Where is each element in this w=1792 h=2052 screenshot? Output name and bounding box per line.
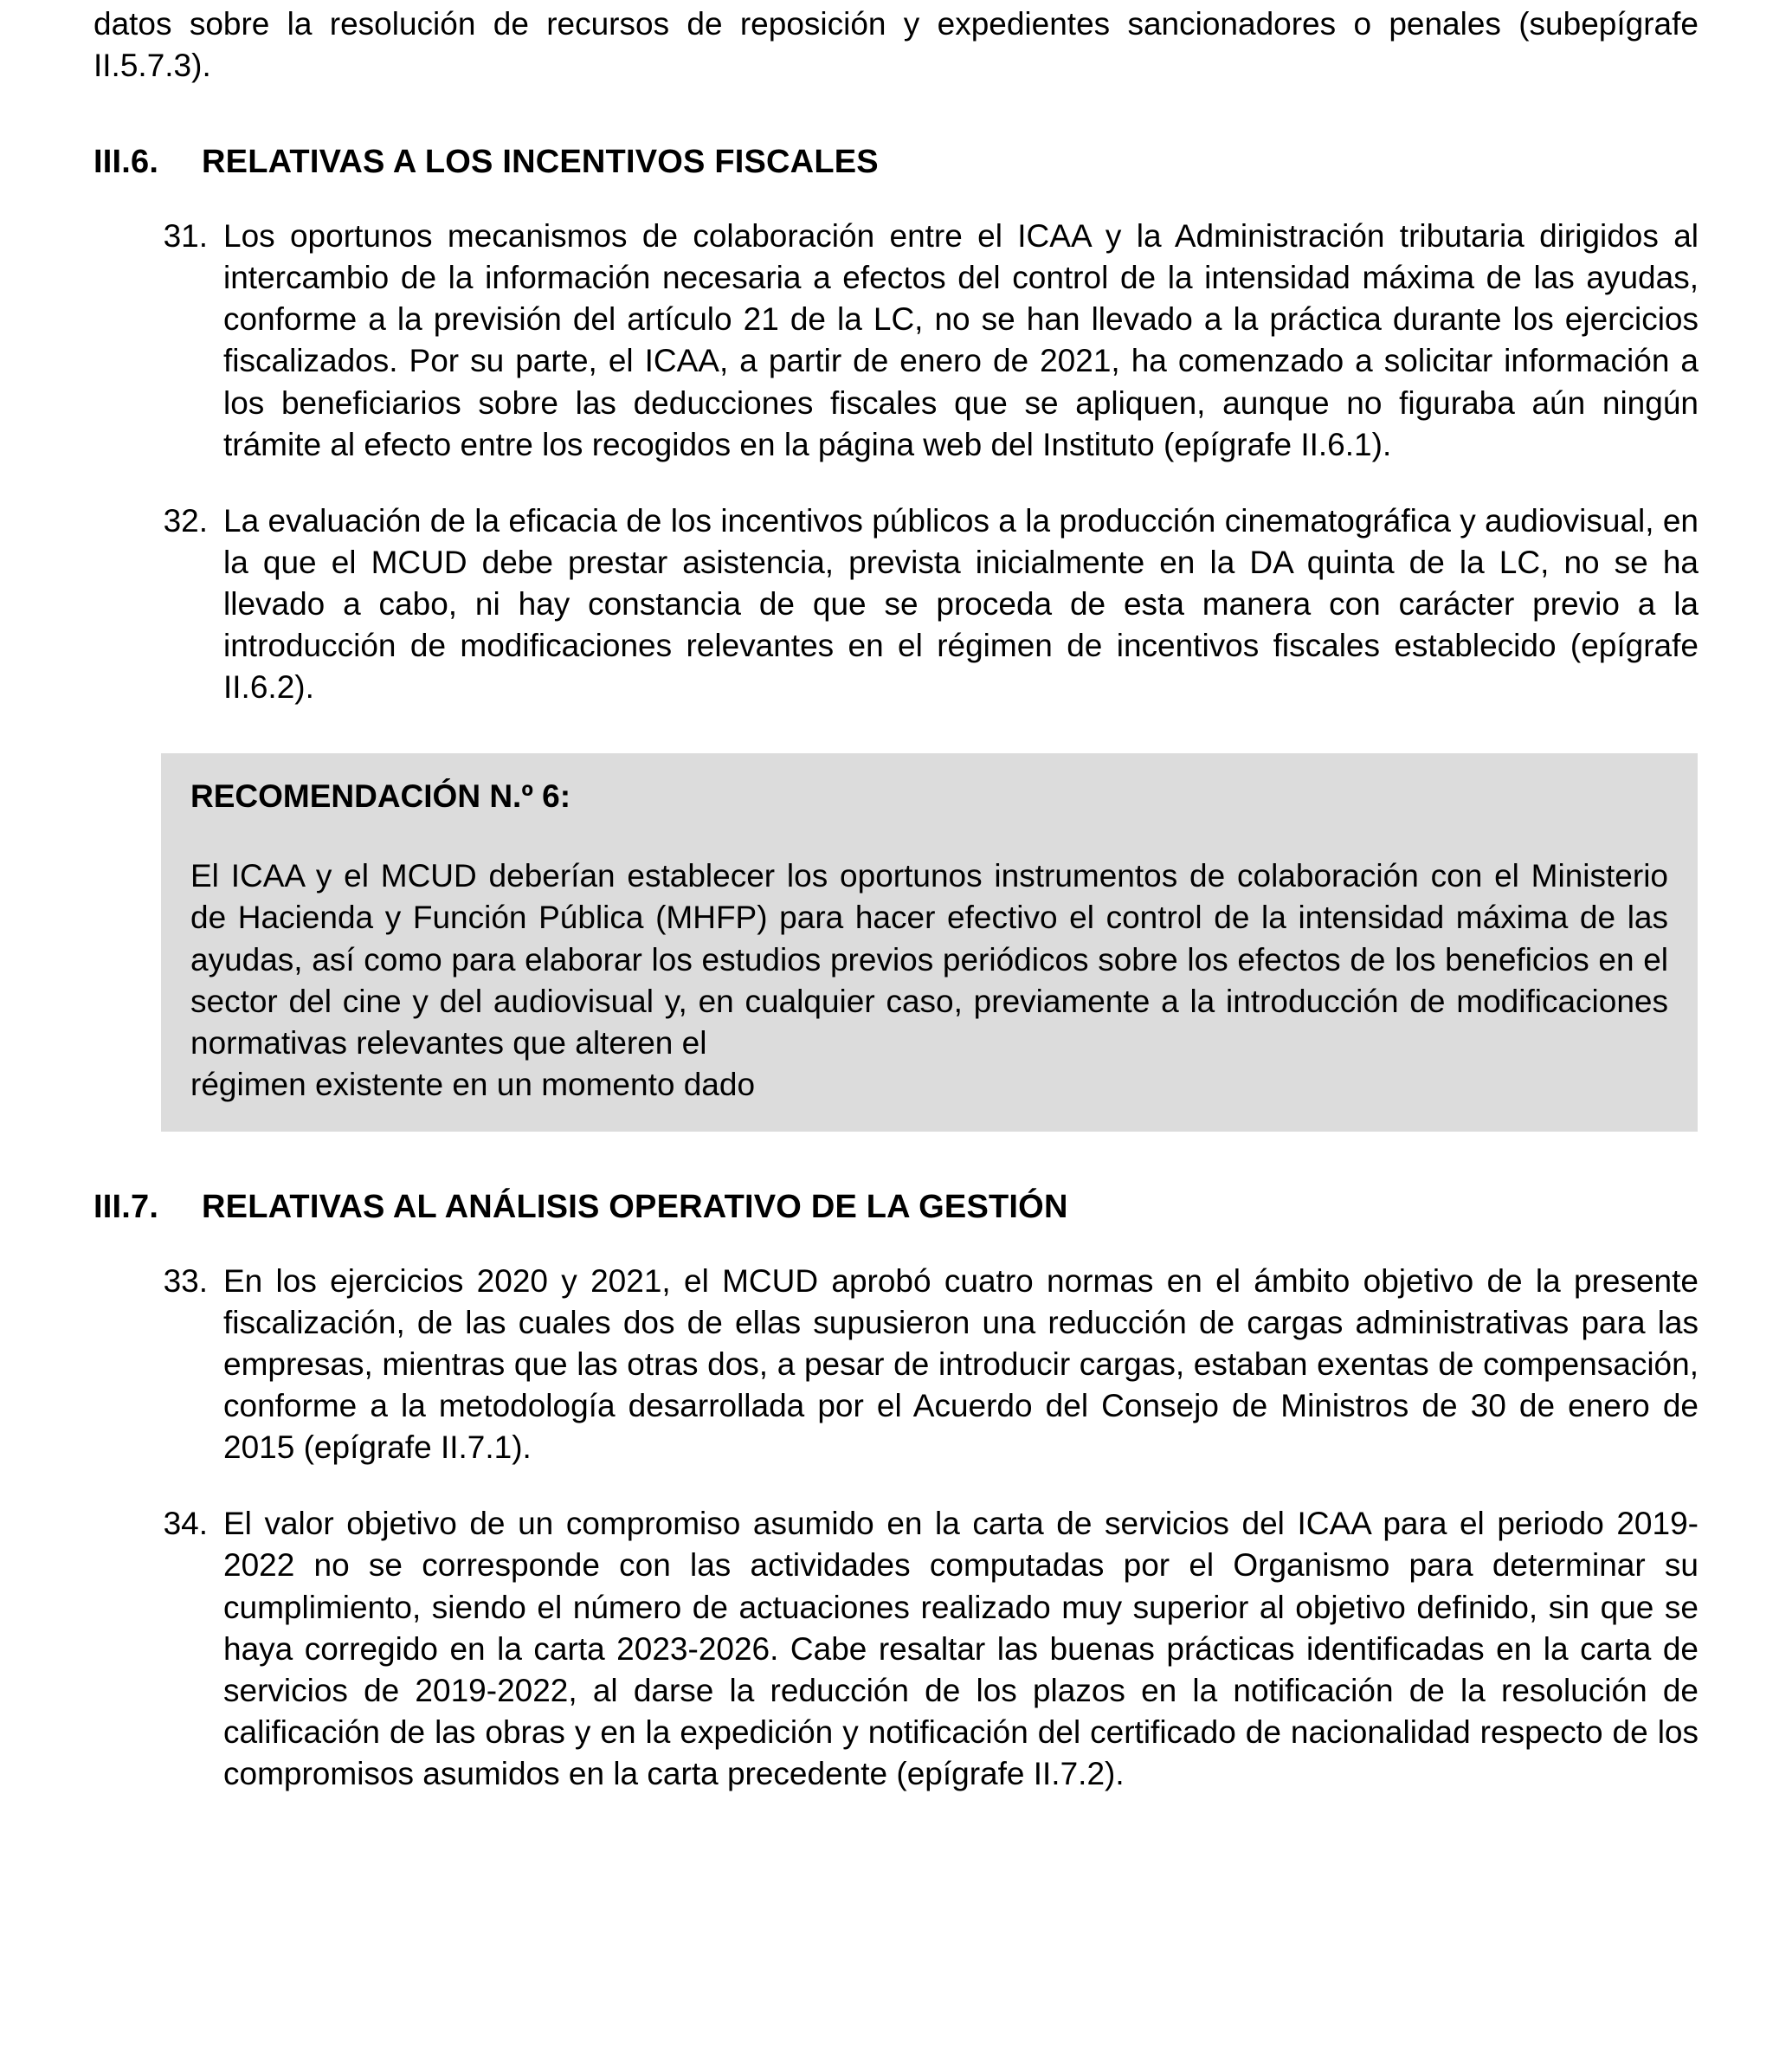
recommendation-text-last-line: régimen existente en un momento dado [190, 1066, 756, 1102]
item-text: Los oportunos mecanismos de colaboración entre el ICAA y la Administración tributaria dirigidos al intercambio de la información necesaria a efectos del control de la intensidad máxima de las ayudas, conforme a la previsión del artículo 21 de la LC, no se han llevado a la práctica durante los ejercicios fiscalizados. Por su parte, el ICAA, a partir de enero de 2021, ha comenzado a solicitar información a los beneficiarios sobre las deducciones fiscales que se apliquen, aunque no figuraba aún ningún trámite al efecto entre los recogidos en la página web del Instituto (epígrafe II.6.1). [223, 218, 1699, 462]
recommendation-title: RECOMENDACIÓN N.º 6: [190, 778, 571, 815]
section-title: RELATIVAS AL ANÁLISIS OPERATIVO DE LA GESTIÓN [202, 1188, 1068, 1225]
section-number: III.6. [93, 144, 159, 181]
section-number: III.7. [93, 1188, 159, 1225]
item-text: La evaluación de la eficacia de los incentivos públicos a la producción cinematográfica y audiovisual, en la que el MCUD debe prestar asistencia, prevista inicialmente en la DA quinta de la LC, no se ha llevado a cabo, ni hay constancia de que se proceda de esta manera con carácter previo a la introducción de modificaciones relevantes en el régimen de incentivos fiscales establecido (epígrafe II.6.2). [223, 502, 1699, 706]
numbered-item-31 [93, 216, 1699, 466]
recommendation-text: El ICAA y el MCUD deberían establecer los oportunos instrumentos de colaboración con el Ministerio de Hacienda y Función Pública (MHFP) para hacer efectivo el control de la intensidad máxima de las ayudas, así como para elaborar los estudios previos periódicos sobre los efectos de los beneficios en el sector del cine y del audiovisual y, en cualquier caso, previamente a la introducción de modificaciones normativas relevantes que alteren el [190, 858, 1668, 1061]
item-text: El valor objetivo de un compromiso asumido en la carta de servicios del ICAA para el periodo 2019-2022 no se corresponde con las actividades computadas por el Organismo para determinar su cumplimiento, siendo el número de actuaciones realizado muy superior al objetivo definido, sin que se haya corregido en la carta 2023-2026. Cabe resaltar las buenas prácticas identificadas en la carta de servicios de 2019-2022, al darse la reducción de los plazos en la notificación de la resolución de calificación de las obras y en la expedición y notificación del certificado de nacionalidad respecto de los compromisos asumidos en la carta precedente (epígrafe II.7.2). [223, 1506, 1699, 1791]
section-title: RELATIVAS A LOS INCENTIVOS FISCALES [202, 144, 879, 181]
section-heading-iii-6 [93, 144, 1699, 181]
numbered-item-33 [93, 1261, 1699, 1468]
intro-paragraph: datos sobre la resolución de recursos de reposición y expedientes sancionadores o penales (subepígrafe II.5.7.3). [93, 6, 1699, 84]
item-number: 31. [163, 218, 208, 255]
numbered-item-34 [93, 1503, 1699, 1795]
item-number: 32. [163, 502, 208, 539]
item-number: 33. [163, 1262, 208, 1299]
item-text: En los ejercicios 2020 y 2021, el MCUD aprobó cuatro normas en el ámbito objetivo de la presente fiscalización, de las cuales dos de ellas supusieron una reducción de cargas administrativas para las empresas, mientras que las otras dos, a pesar de introducir cargas, estaban exentas de compensación, conforme a la metodología desarrollada por el Acuerdo del Consejo de Ministros de 30 de enero de 2015 (epígrafe II.7.1). [223, 1262, 1699, 1466]
numbered-item-32 [93, 500, 1699, 708]
item-number: 34. [163, 1506, 208, 1542]
recommendation-box [161, 753, 1698, 1132]
section-heading-iii-7 [93, 1189, 1699, 1226]
